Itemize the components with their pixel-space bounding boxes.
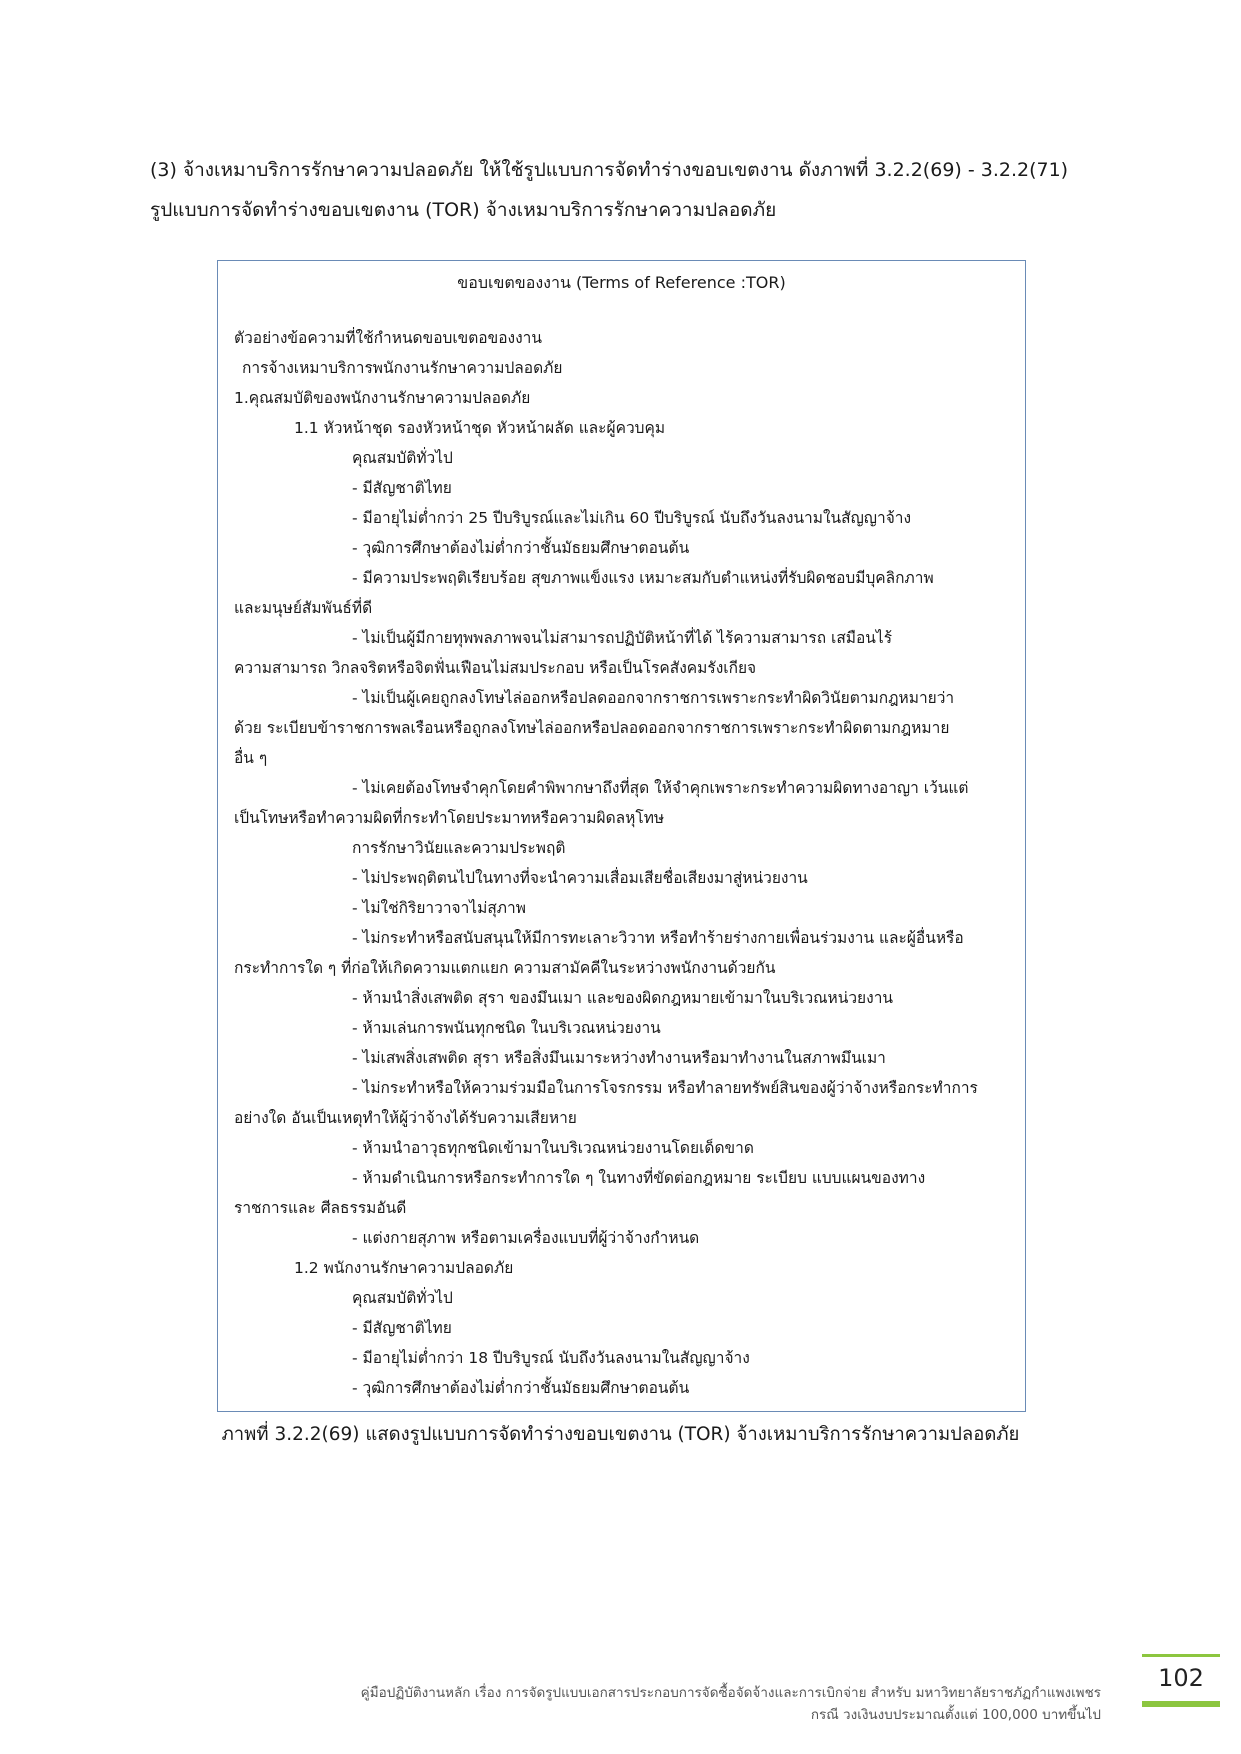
tor-line: - วุฒิการศึกษาต้องไม่ต่ำกว่าชั้นมัธยมศึกษาตอนต้น [352, 1379, 690, 1397]
intro-line-1: (3) จ้างเหมาบริการรักษาความปลอดภัย ให้ใช้รูปแบบการจัดทำร่างขอบเขตงาน ดังภาพที่ 3.2.2(69) - 3.2.2(71) [150, 159, 1069, 181]
page-number-rule-top [1142, 1654, 1220, 1657]
tor-line: - ห้ามดำเนินการหรือกระทำการใด ๆ ในทางที่ขัดต่อกฎหมาย ระเบียบ แบบแผนของทาง [352, 1169, 926, 1187]
tor-line: - วุฒิการศึกษาต้องไม่ต่ำกว่าชั้นมัธยมศึกษาตอนต้น [352, 539, 690, 557]
page-number: 102 [1158, 1664, 1204, 1692]
tor-line: - ไม่เสพสิ่งเสพติด สุรา หรือสิ่งมึนเมาระหว่างทำงานหรือมาทำงานในสภาพมึนเมา [352, 1049, 886, 1067]
page-number-rule-bottom [1142, 1701, 1220, 1707]
tor-line: - ไม่เคยต้องโทษจำคุกโดยคำพิพากษาถึงที่สุด ให้จำคุกเพราะกระทำความผิดทางอาญา เว้นแต่ [352, 779, 969, 797]
tor-line: ด้วย ระเบียบข้าราชการพลเรือนหรือถูกลงโทษไล่ออกหรือปลอดออกจากราชการเพราะกระทำผิดตามกฎหมาย [234, 719, 950, 737]
tor-line: - ห้ามนำสิ่งเสพติด สุรา ของมึนเมา และของผิดกฎหมายเข้ามาในบริเวณหน่วยงาน [352, 989, 894, 1007]
tor-line: - ห้ามนำอาวุธทุกชนิดเข้ามาในบริเวณหน่วยงานโดยเด็ดขาด [352, 1139, 754, 1157]
footer-line-1: คู่มือปฏิบัติงานหลัก เรื่อง การจัดรูปแบบเอกสารประกอบการจัดซื้อจัดจ้างและการเบิกจ่าย สำหรับ มหาวิทยาลัยราชภัฏกำแพงเพชร [360, 1685, 1101, 1701]
tor-line: - ไม่เป็นผู้มีกายทุพพลภาพจนไม่สามารถปฏิบัติหน้าที่ได้ ไร้ความสามารถ เสมือนไร้ [352, 629, 893, 647]
tor-content [234, 323, 1015, 1403]
tor-line: - ห้ามเล่นการพนันทุกชนิด ในบริเวณหน่วยงาน [352, 1019, 661, 1037]
tor-line: - มีความประพฤติเรียบร้อย สุขภาพแข็งแรง เหมาะสมกับตำแหน่งที่รับผิดชอบมีบุคลิกภาพ [352, 569, 934, 587]
page-footer [361, 1682, 1101, 1726]
tor-line: - มีอายุไม่ต่ำกว่า 25 ปีบริบูรณ์และไม่เกิน 60 ปีบริบูรณ์ นับถึงวันลงนามในสัญญาจ้าง [352, 509, 912, 527]
tor-line: อย่างใด อันเป็นเหตุทำให้ผู้ว่าจ้างได้รับความเสียหาย [234, 1109, 577, 1127]
intro-paragraph [150, 150, 1110, 230]
tor-line: และมนุษย์สัมพันธ์ที่ดี [234, 599, 373, 617]
tor-line: 1.2 พนักงานรักษาความปลอดภัย [294, 1259, 514, 1277]
tor-line: - ไม่กระทำหรือให้ความร่วมมือในการโจรกรรม หรือทำลายทรัพย์สินของผู้ว่าจ้างหรือกระทำการ [352, 1079, 978, 1097]
tor-line: อื่น ๆ [234, 749, 268, 767]
tor-line: - ไม่กระทำหรือสนับสนุนให้มีการทะเลาะวิวาท หรือทำร้ายร่างกายเพื่อนร่วมงาน และผู้อื่นหรือ [352, 929, 964, 947]
tor-line: - มีสัญชาติไทย [352, 1319, 452, 1337]
tor-line: - ไม่ประพฤติตนไปในทางที่จะนำความเสื่อมเสียชื่อเสียงมาสู่หน่วยงาน [352, 869, 808, 887]
tor-figure-box [217, 260, 1026, 1412]
tor-line: ความสามารถ วิกลจริตหรือจิตฟั่นเฟือนไม่สมประกอบ หรือเป็นโรคสังคมรังเกียจ [234, 659, 757, 677]
intro-line-2: รูปแบบการจัดทำร่างขอบเขตงาน (TOR) จ้างเหมาบริการรักษาความปลอดภัย [150, 199, 777, 221]
tor-line: การรักษาวินัยและความประพฤติ [352, 839, 566, 857]
tor-title: ขอบเขตของงาน (Terms of Reference :TOR) [457, 273, 786, 292]
tor-line: - มีอายุไม่ต่ำกว่า 18 ปีบริบูรณ์ นับถึงวันลงนามในสัญญาจ้าง [352, 1349, 750, 1367]
tor-line: คุณสมบัติทั่วไป [352, 1289, 453, 1307]
tor-line: - ไม่เป็นผู้เคยถูกลงโทษไล่ออกหรือปลดออกจากราชการเพราะกระทำผิดวินัยตามกฎหมายว่า [352, 689, 955, 707]
tor-line: - ไม่ใช่กิริยาวาจาไม่สุภาพ [352, 899, 526, 917]
tor-line: การจ้างเหมาบริการพนักงานรักษาความปลอดภัย [242, 359, 563, 377]
figure-caption: ภาพที่ 3.2.2(69) แสดงรูปแบบการจัดทำร่างขอบเขตงาน (TOR) จ้างเหมาบริการรักษาความปลอดภัย [221, 1424, 1020, 1445]
tor-line: เป็นโทษหรือทำความผิดที่กระทำโดยประมาทหรือความผิดลหุโทษ [234, 809, 665, 827]
tor-line: คุณสมบัติทั่วไป [352, 449, 453, 467]
tor-line: - มีสัญชาติไทย [352, 479, 452, 497]
footer-line-2: กรณี วงเงินงบประมาณตั้งแต่ 100,000 บาทขึ้นไป [810, 1707, 1101, 1723]
tor-line: กระทำการใด ๆ ที่ก่อให้เกิดความแตกแยก ความสามัคคีในระหว่างพนักงานด้วยกัน [234, 959, 776, 977]
tor-line: 1.1 หัวหน้าชุด รองหัวหน้าชุด หัวหน้าผลัด และผู้ควบคุม [294, 419, 666, 437]
tor-line: - แต่งกายสุภาพ หรือตามเครื่องแบบที่ผู้ว่าจ้างกำหนด [352, 1229, 700, 1247]
page-number-badge [1142, 1656, 1220, 1692]
tor-line: ราชการและ ศีลธรรมอันดี [234, 1199, 407, 1217]
tor-line: ตัวอย่างข้อความที่ใช้กำหนดขอบเขตอของงาน [234, 329, 542, 347]
tor-line: 1.คุณสมบัติของพนักงานรักษาความปลอดภัย [234, 389, 531, 407]
